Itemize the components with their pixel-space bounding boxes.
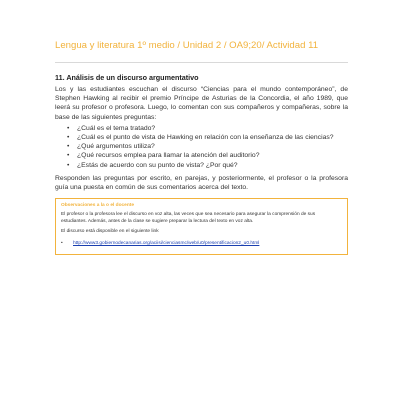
question-text: ¿Qué argumentos utiliza? xyxy=(77,143,155,151)
list-item xyxy=(67,124,348,133)
teacher-notes-box xyxy=(55,198,348,254)
teacher-notes-availability: El discurso está disponible en el siguiente link xyxy=(61,229,159,235)
teacher-notes-title: Observaciones a la o el docente xyxy=(61,203,135,209)
bullet-icon: • xyxy=(67,134,70,142)
question-text: ¿Qué recursos emplea para llamar la atención del auditorio? xyxy=(77,152,260,160)
question-text: ¿Cuál es el punto de vista de Hawking en relación con la enseñanza de las ciencias? xyxy=(77,134,334,142)
activity-title: 11. Análisis de un discurso argumentativo xyxy=(55,73,199,82)
activity-intro: Los y las estudiantes escuchan el discurso “Ciencias para el mundo contemporáneo”, de Stephen Hawking al recibir el premio Príncipe de Asturias de la Concordia, el año 1989, que leerá su profesor o profesora. Luego, lo comentan con sus compañeros y compañeras, sobre la base de las siguientes preguntas: xyxy=(55,86,348,121)
speech-link[interactable]: http://www3.gobiernodecanarias.org/aciisi/cienciasmc/web/u0/presentificacion2_u0.html xyxy=(73,241,260,247)
bullet-icon: • xyxy=(67,124,70,132)
list-item xyxy=(67,142,348,151)
question-list xyxy=(55,124,348,170)
question-text: ¿Estás de acuerdo con su punto de vista? ¿Por qué? xyxy=(77,161,238,169)
activity-closing: Responden las preguntas por escrito, en parejas, y posteriormente, el profesor o la profesora guía una puesta en común de sus comentarios acerca del texto. xyxy=(55,174,348,192)
bullet-icon: • xyxy=(67,143,70,151)
header-divider xyxy=(55,62,348,63)
question-text: ¿Cuál es el tema tratado? xyxy=(77,124,156,132)
document-page xyxy=(55,40,348,255)
list-item xyxy=(67,161,348,170)
breadcrumb: Lengua y literatura 1º medio / Unidad 2 / OA9;20/ Actividad 11 xyxy=(55,40,319,51)
list-item xyxy=(61,241,342,248)
bullet-icon: • xyxy=(67,161,70,169)
list-item xyxy=(67,133,348,142)
list-item xyxy=(67,151,348,160)
teacher-notes-paragraph: El profesor o la profesora lee el discurso en voz alta, las veces que sea necesario para asegurar la comprensión de sus estudiantes. Además, antes de la clase se sugiere preparar la lectura del texto en voz alta. xyxy=(61,212,316,224)
bullet-icon: • xyxy=(61,241,63,247)
bullet-icon: • xyxy=(67,152,70,160)
